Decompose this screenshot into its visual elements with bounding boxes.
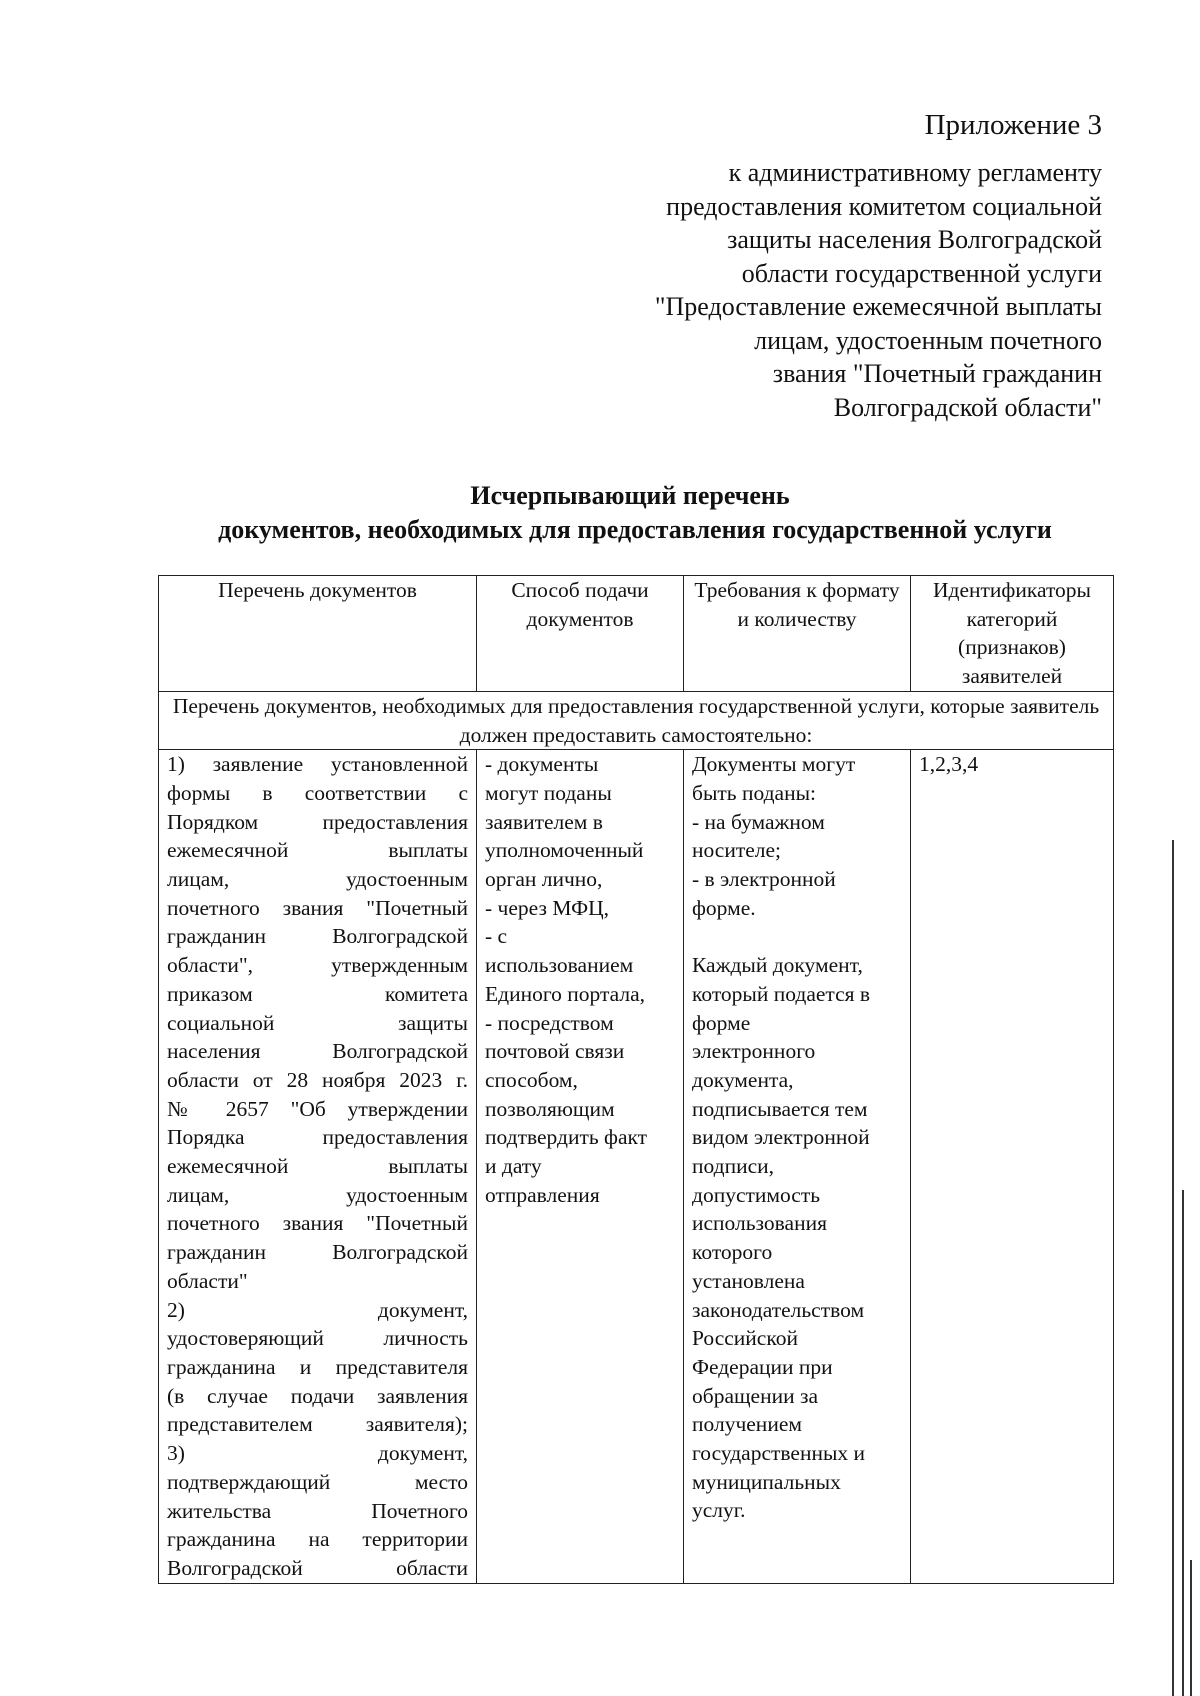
method-line: заявителем в (485, 809, 603, 834)
appendix-title: Приложение 3 (924, 109, 1102, 141)
format-line: подписи, (692, 1154, 775, 1179)
header-applicant-identifiers: Идентификаторы категорий (признаков) заявителей (911, 576, 1114, 692)
format-line: - в электронной (692, 867, 836, 892)
doc-line: подтверждающий место (167, 1469, 468, 1494)
doc-line: приказом комитета (167, 981, 468, 1006)
format-line: которого (692, 1240, 773, 1265)
heading-line-2: документов, необходимых для предоставления государственной услуги (218, 515, 1052, 544)
format-line: форме. (692, 895, 756, 920)
header-submission-method: Способ подачи документов (477, 576, 684, 692)
format-line: видом электронной (692, 1125, 870, 1150)
doc-line: Волгоградской области (167, 1555, 468, 1580)
format-line: Каждый документ, (692, 953, 863, 978)
format-line: форме (692, 1010, 751, 1035)
format-line: который подается в (692, 981, 871, 1006)
format-line: допустимость (692, 1182, 821, 1207)
doc-line: области от 28 ноября 2023 г. (167, 1067, 468, 1092)
doc-line: (в случае подачи заявления (167, 1383, 468, 1408)
doc-line: гражданин Волгоградской (167, 1240, 468, 1265)
header-documents-list: Перечень документов (159, 576, 477, 692)
format-line: - на бумажном (692, 809, 825, 834)
doc-line: Порядком предоставления (167, 809, 468, 834)
appendix-subtitle-line: предоставления комитетом социальной (666, 191, 1102, 221)
format-line: электронного (692, 1039, 816, 1064)
method-line: - через МФЦ, (485, 895, 610, 920)
table-section-row (159, 691, 1114, 749)
doc-line: жительства Почетного (167, 1498, 468, 1523)
documents-table (158, 575, 1114, 1584)
format-line: подписывается тем (692, 1096, 868, 1121)
table-row (159, 750, 1114, 1583)
format-line: документа, (692, 1067, 794, 1092)
appendix-subtitle-line: Волгоградской области" (833, 392, 1102, 422)
appendix-subtitle-line: "Предоставление ежемесячной выплаты (654, 292, 1102, 321)
doc-line: почетного звания "Почетный (167, 895, 468, 920)
method-line: подтвердить факт (485, 1125, 648, 1150)
doc-line: лицам, удостоенным (167, 1182, 468, 1207)
doc-line: почетного звания "Почетный (167, 1211, 468, 1236)
doc-line: 3) документ, (167, 1441, 468, 1466)
format-line: получением (692, 1412, 802, 1437)
doc-line: населения Волгоградской (167, 1039, 468, 1064)
format-line: обращении за (692, 1383, 819, 1408)
appendix-subtitle (655, 156, 1102, 424)
table-header-row (159, 576, 1114, 692)
scan-edge-line (1172, 840, 1174, 1696)
header-format-requirements: Требования к формату и количеству (684, 576, 911, 692)
doc-line: представителем заявителя); (167, 1412, 468, 1437)
format-line: законодательством (692, 1297, 865, 1322)
format-line: государственных и (692, 1441, 866, 1466)
method-line: Единого портала, (485, 981, 646, 1006)
format-line: Федерации при (692, 1354, 833, 1379)
format-line: использования (692, 1211, 827, 1236)
method-line: орган лично, (485, 867, 603, 892)
cell-submission-method (477, 750, 684, 1583)
cell-format-requirements (684, 750, 911, 1583)
format-line: услуг. (692, 1498, 746, 1523)
doc-line: формы в соответствии с (167, 780, 468, 805)
doc-line: удостоверяющий личность (167, 1326, 468, 1351)
scan-edge-line (1182, 1190, 1184, 1696)
doc-line: гражданин Волгоградской (167, 924, 468, 949)
doc-line: 2) документ, (167, 1297, 468, 1322)
method-line: и дату (485, 1154, 542, 1179)
method-line: уполномоченный (485, 838, 644, 863)
appendix-subtitle-line: к административному регламенту (728, 158, 1102, 187)
doc-line: ежемесячной выплаты (167, 838, 468, 863)
scan-edge-line (1190, 1560, 1192, 1696)
doc-line: гражданина на территории (167, 1527, 468, 1552)
appendix-subtitle-line: области государственной услуги (741, 258, 1102, 288)
identifiers-value: 1,2,3,4 (919, 752, 979, 777)
document-heading (150, 479, 1110, 547)
doc-line: Порядка предоставления (167, 1125, 468, 1150)
method-line: - посредством (485, 1010, 614, 1035)
doc-line: области" (167, 1268, 248, 1293)
method-line: использованием (485, 953, 634, 978)
method-line: почтовой связи (485, 1039, 625, 1064)
doc-line: 1) заявление установленной (167, 752, 468, 777)
doc-line: лицам, удостоенным (167, 867, 468, 892)
format-line: муниципальных (692, 1469, 841, 1494)
method-line: способом, (485, 1067, 578, 1092)
method-line: - с (485, 924, 508, 949)
heading-line-1: Исчерпывающий перечень (470, 481, 790, 510)
paragraph-gap (692, 922, 902, 951)
doc-line: области", утвержденным (167, 953, 468, 978)
cell-documents (159, 750, 477, 1583)
cell-applicant-identifiers (911, 750, 1114, 1583)
doc-line: гражданина и представителя (167, 1354, 468, 1379)
doc-line: ежемесячной выплаты (167, 1154, 468, 1179)
doc-line: № 2657 "Об утверждении (167, 1096, 468, 1121)
method-line: - документы (485, 752, 599, 777)
format-line: Российской (692, 1326, 798, 1351)
format-line: Документы могут (692, 752, 856, 777)
appendix-subtitle-line: защиты населения Волгоградской (727, 225, 1102, 254)
appendix-subtitle-line: звания "Почетный гражданин (772, 359, 1102, 388)
format-line: носителе; (692, 838, 782, 863)
section-caption: Перечень документов, необходимых для предоставления государственной услуги, которые заявитель должен предоставить самостоятельно: (159, 691, 1114, 749)
appendix-subtitle-line: лицам, удостоенным почетного (754, 325, 1102, 355)
method-line: отправления (485, 1182, 600, 1207)
method-line: могут поданы (485, 780, 612, 805)
format-line: установлена (692, 1268, 805, 1293)
method-line: позволяющим (485, 1096, 615, 1121)
format-line: быть поданы: (692, 780, 817, 805)
doc-line: социальной защиты (167, 1010, 468, 1035)
